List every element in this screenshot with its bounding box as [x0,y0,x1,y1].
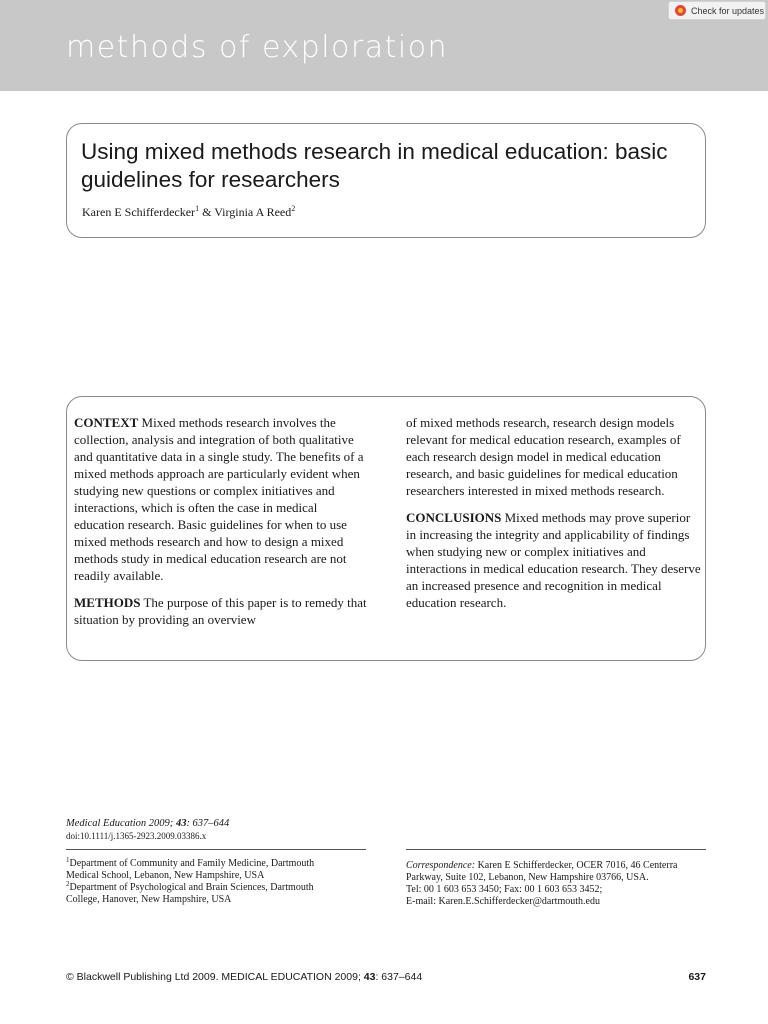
footer-publisher: © Blackwell Publishing Ltd 2009. MEDICAL EDUCATION 2009; [66,971,364,983]
journal-name: Medical Education 2009; [66,818,174,829]
journal-pages: : 637–644 [186,818,230,829]
abstract-column-left [74,414,370,638]
correspondence-text: Karen E Schifferdecker, OCER 7016, 46 Centerra [475,860,678,871]
affiliation-mark: 2 [66,880,70,888]
abstract-box [66,396,706,661]
page-number: 637 [688,971,706,983]
methods-heading: METHODS [74,595,141,610]
author-name: Virginia A Reed [214,205,292,219]
affiliation-line [66,882,366,894]
affiliation-mark: 1 [66,856,70,864]
correspondence-line [406,860,716,872]
context-heading: CONTEXT [74,415,139,430]
affiliation-line: College, Hanover, New Hampshire, USA [66,894,232,905]
context-paragraph [74,414,370,584]
crossmark-icon [675,5,686,16]
correspondence-line: Tel: 00 1 603 653 3450; Fax: 00 1 603 653 3452; [406,884,603,895]
methods-text: The purpose of this paper is to remedy that situation by providing an overview [74,595,367,627]
abstract-column-right [406,414,702,621]
affiliations [66,858,366,906]
paper-title: Using mixed methods research in medical education: basic guidelines for researchers [81,139,668,192]
conclusions-paragraph [406,509,702,611]
correspondence-line: Parkway, Suite 102, Lebanon, New Hampshire 03766, USA. [406,872,649,883]
divider [406,849,706,850]
conclusions-heading: CONCLUSIONS [406,510,502,525]
correspondence-email[interactable]: E-mail: Karen.E.Schifferdecker@dartmouth.edu [406,896,600,907]
correspondence-label: Correspondence: [406,860,476,871]
check-for-updates-label: Check for updates [691,5,765,16]
footer-pages: : 637–644 [375,971,423,983]
author-name: Karen E Schifferdecker [82,205,196,219]
journal-citation [66,817,229,831]
journal-volume: 43 [175,818,187,829]
doi: doi:10.1111/j.1365-2923.2009.03386.x [66,831,207,841]
affiliation-line: Medical School, Lebanon, New Hampshire, USA [66,870,265,881]
author-separator: & [199,205,215,219]
affiliation-line [66,858,366,870]
context-text: Mixed methods research involves the collection, analysis and integration of both qualitative and quantitative data in a single study. The benefits of a mixed methods approach are particularly evident when studying new questions or complex initiatives and interactions, which is often the case in medical education research. Basic guidelines for when to use mixed methods research and how to design a mixed methods study in medical education research are not readily available. [74,415,364,583]
check-for-updates-button[interactable] [668,1,766,20]
footer-volume: 43 [363,971,376,983]
title-box [66,123,706,238]
author-line [82,204,295,220]
methods-continued: of mixed methods research, research design models relevant for medical education research, examples of each research design model in medical education research, and basic guidelines for medical education researchers interested in mixed methods research. [406,415,681,498]
divider [66,849,366,850]
section-title: methods of exploration [66,30,449,65]
footer-copyright [66,970,422,984]
methods-paragraph [74,594,370,628]
author-affiliation-mark: 2 [291,204,296,213]
correspondence [406,860,716,908]
conclusions-text: Mixed methods may prove superior in increasing the integrity and applicability of findings when studying new or complex initiatives and interactions in medical education research. They deserve an increased presence and recognition in medical education research. [406,510,701,610]
affiliation-text: Department of Psychological and Brain Sciences, Dartmouth [69,882,314,893]
affiliation-text: Department of Community and Family Medicine, Dartmouth [69,858,315,869]
section-banner [0,0,768,91]
author-affiliation-mark: 1 [195,204,200,213]
